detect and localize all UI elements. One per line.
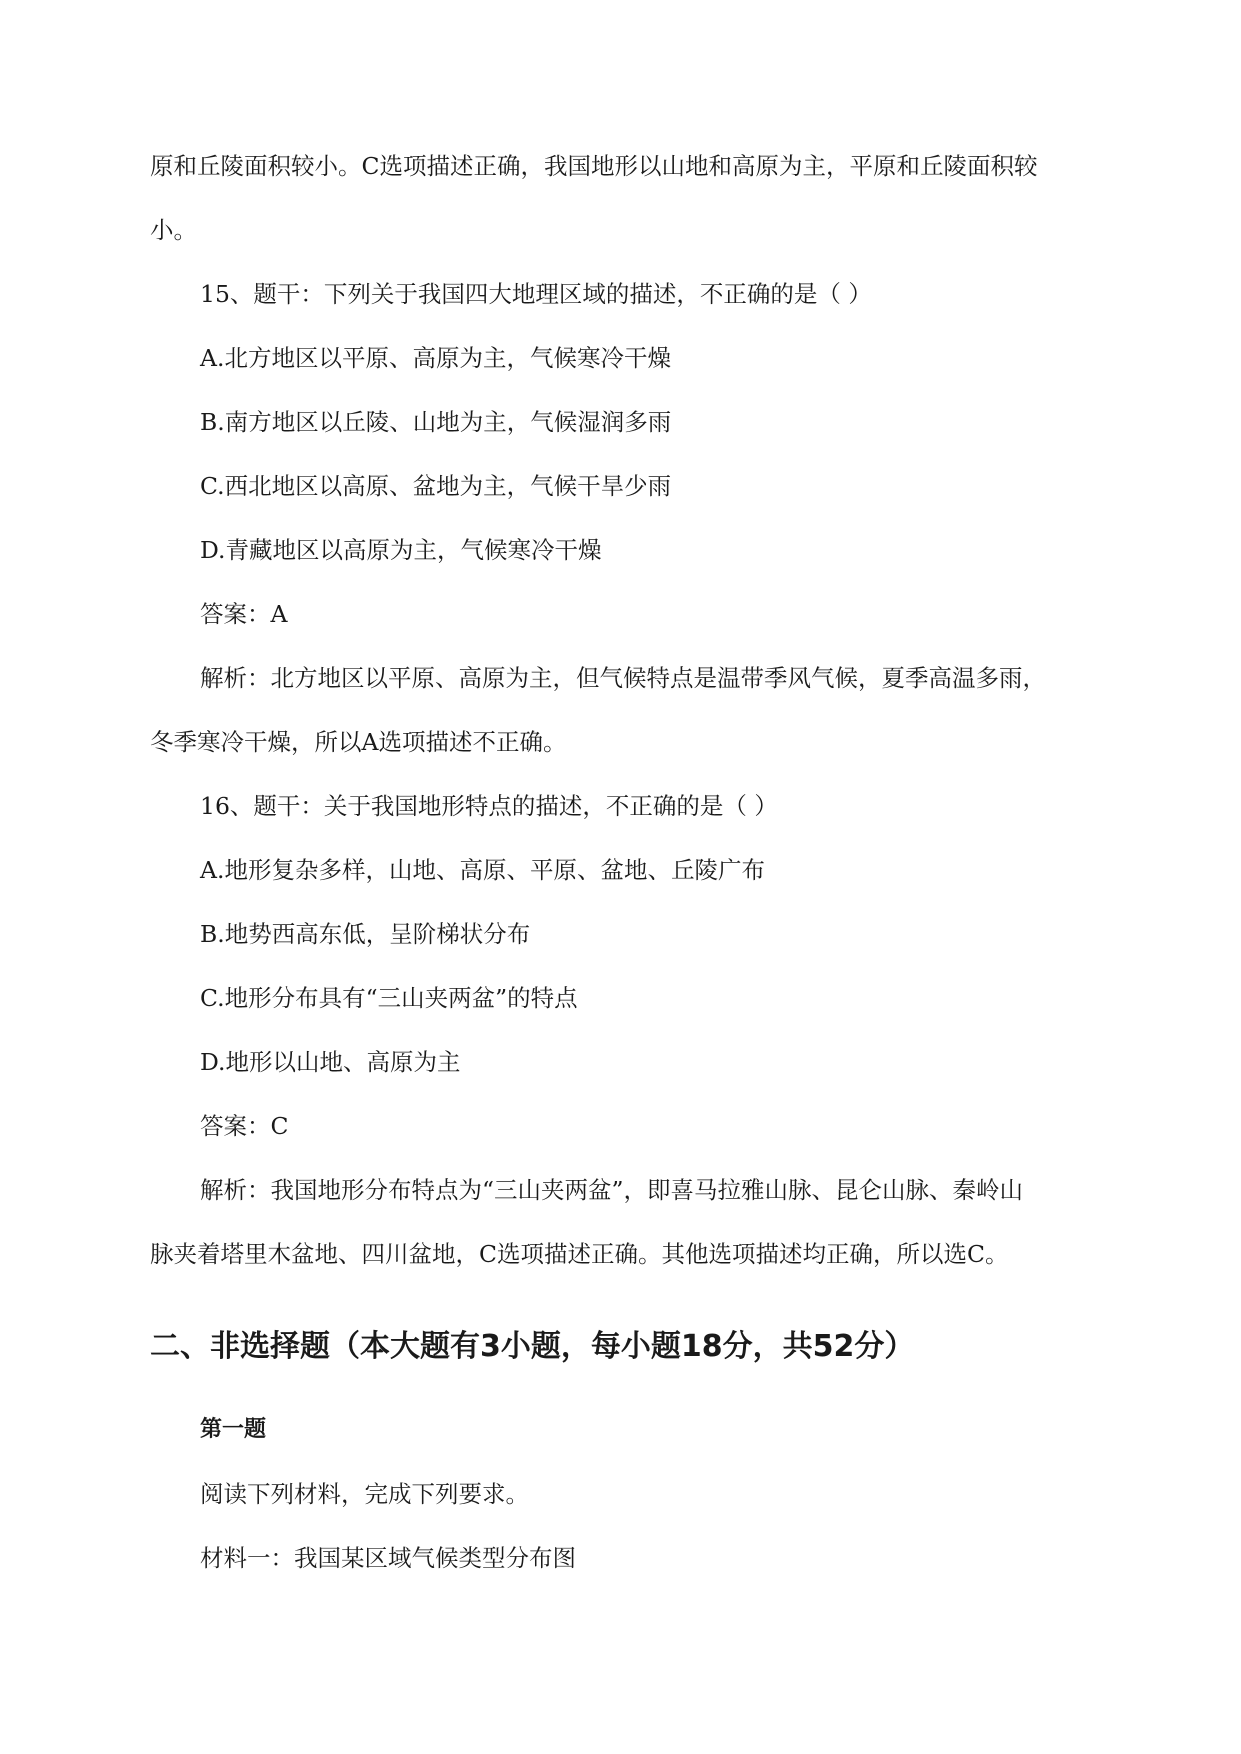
question-15-analysis-line-1: 解析：北方地区以平原、高原为主，但气候特点是温带季风气候，夏季高温多雨， — [200, 664, 1046, 692]
question-15-option-d: D.青藏地区以高原为主，气候寒冷干燥 — [200, 536, 602, 564]
question-16-option-b: B.地势西高东低，呈阶梯状分布 — [200, 920, 531, 948]
question-16-option-d: D.地形以山地、高原为主 — [200, 1048, 461, 1076]
question-16-answer: 答案：C — [200, 1112, 289, 1140]
question-15-answer: 答案：A — [200, 600, 288, 628]
question-16-analysis-line-1: 解析：我国地形分布特点为“三山夹两盆”，即喜马拉雅山脉、昆仑山脉、秦岭山 — [200, 1176, 1024, 1204]
question-15-analysis-line-2: 冬季寒冷干燥，所以A选项描述不正确。 — [150, 728, 567, 756]
question-16-stem: 16、题干：关于我国地形特点的描述，不正确的是（ ） — [200, 792, 778, 820]
section-2-heading: 二、非选择题（本大题有3小题，每小题18分，共52分） — [150, 1329, 915, 1364]
question-15-option-a: A.北方地区以平原、高原为主，气候寒冷干燥 — [200, 344, 671, 372]
question-15-stem: 15、题干：下列关于我国四大地理区域的描述，不正确的是（ ） — [200, 280, 872, 308]
question-16-option-c: C.地形分布具有“三山夹两盆”的特点 — [200, 984, 578, 1012]
first-question-label: 第一题 — [200, 1417, 267, 1442]
material-1-caption: 材料一：我国某区域气候类型分布图 — [200, 1544, 576, 1572]
question-15-option-b: B.南方地区以丘陵、山地为主，气候湿润多雨 — [200, 408, 672, 436]
continued-analysis-line-1: 原和丘陵面积较小。C选项描述正确，我国地形以山地和高原为主，平原和丘陵面积较 — [150, 152, 1038, 180]
continued-analysis-line-2: 小。 — [150, 216, 197, 244]
reading-instruction: 阅读下列材料，完成下列要求。 — [200, 1480, 529, 1508]
question-15-option-c: C.西北地区以高原、盆地为主，气候干旱少雨 — [200, 472, 672, 500]
question-16-analysis-line-2: 脉夹着塔里木盆地、四川盆地，C选项描述正确。其他选项描述均正确，所以选C。 — [150, 1240, 1009, 1268]
question-16-option-a: A.地形复杂多样，山地、高原、平原、盆地、丘陵广布 — [200, 856, 765, 884]
